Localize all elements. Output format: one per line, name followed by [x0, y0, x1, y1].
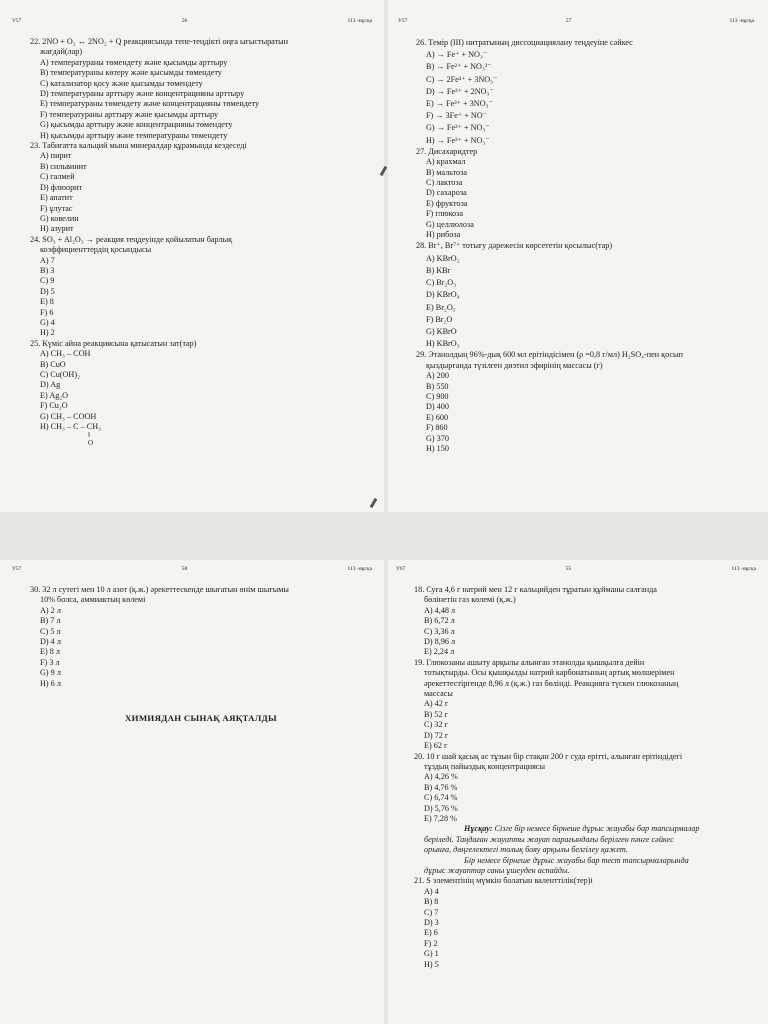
- option: H) 150: [426, 443, 449, 453]
- option: F) глюкоза: [426, 209, 463, 219]
- question-stem: 25. Күміс айна реакциясына қатысатын зат(тар): [30, 338, 197, 348]
- question-23: [30, 141, 372, 235]
- instruction-line: дұрыс жауаптар саны ұшеуден аспайды.: [424, 865, 570, 875]
- option: G) қысымды арттыру және концентрацияны төмендету: [40, 120, 233, 130]
- option: G) 4: [40, 317, 55, 327]
- question-20: [414, 752, 756, 825]
- instruction-text: Сізге бір немесе бірнеше дұрыс жауабы бар тапсырмалар: [494, 824, 700, 834]
- option: G) целлюлоза: [426, 219, 474, 229]
- option: E) 600: [426, 412, 449, 422]
- question-27: [416, 147, 754, 241]
- option: G) 9 л: [40, 668, 61, 678]
- option: D) 400: [426, 402, 449, 412]
- option: H) 5: [424, 959, 439, 969]
- option: A) пирит: [40, 151, 72, 161]
- variant-label: 113 -нұсқа: [347, 18, 372, 24]
- question-28: [416, 240, 754, 350]
- option: D) 5: [40, 286, 55, 296]
- option: E) 7,28 %: [424, 813, 457, 823]
- question-stem-cont: қыздырғанда түзілген диэтил эфирінің массасы (г): [426, 360, 603, 370]
- question-stem-cont: 10% болса, аммиактың көлемі: [40, 595, 146, 605]
- option: B) температураны көтеру және қысымды төмендету: [40, 68, 222, 78]
- option: E) 8: [40, 297, 54, 307]
- option: G) KBrO: [426, 326, 457, 336]
- instruction-title: Нұсқау:: [464, 824, 493, 834]
- option: A) 200: [426, 371, 449, 381]
- question-stem-cont: жағдай(лар): [40, 47, 83, 57]
- option: F) ұлутас: [40, 203, 73, 213]
- option: B) 8: [424, 897, 439, 907]
- option: G) → Fe³⁺ + NO₃⁻: [426, 123, 490, 133]
- option: G) 1: [424, 949, 439, 959]
- option: A) температураны төмендету және қысымды арттыру: [40, 57, 228, 67]
- option: C) 5 л: [40, 626, 61, 636]
- question-21: [414, 876, 756, 970]
- option: F) Br₂O: [426, 314, 453, 324]
- page-number: 57: [565, 18, 572, 24]
- option: C) 900: [426, 391, 449, 401]
- question-stem: 27. Дисахаридтер: [416, 146, 478, 156]
- option: C) 7: [424, 907, 439, 917]
- page-56: [0, 0, 384, 512]
- option: F) → 3Fe⁺ + NO⁻: [426, 111, 488, 121]
- option: D) → Fe²⁺ + 2NO₃⁻: [426, 86, 494, 96]
- question-stem: 24. SO₃ + Al₂O₃ → реакция теңдеуінде қойылатын барлық: [30, 234, 233, 244]
- option: A) 2 л: [40, 605, 61, 615]
- option: A) 7: [40, 255, 55, 265]
- option: F) температураны арттыру және қысымды арттыру: [40, 109, 219, 119]
- option: D) 72 г: [424, 730, 449, 740]
- option: E) апатит: [40, 193, 73, 203]
- option: B) 52 г: [424, 709, 448, 719]
- option: E) 6: [424, 928, 438, 938]
- option: C) 3,36 л: [424, 626, 455, 636]
- option: C) 6,74 %: [424, 793, 458, 803]
- question-24: [30, 235, 372, 339]
- option: B) CuO: [40, 359, 66, 369]
- option: D) флюорит: [40, 182, 83, 192]
- option: F) 860: [426, 423, 448, 433]
- option: H) азурит: [40, 224, 74, 234]
- option: H) 2: [40, 328, 55, 338]
- option: B) 550: [426, 381, 449, 391]
- variant-label: 113 -нұсқа: [731, 566, 756, 572]
- page-55: [388, 560, 768, 1024]
- question-stem-cont: тотықтырды. Осы қышқылды натрий карбонатының артық мөлшерімен: [424, 668, 675, 678]
- option: D) 8,96 л: [424, 637, 456, 647]
- instruction-note: [414, 824, 756, 876]
- page-header: [398, 18, 754, 25]
- test-end-heading: ХИМИЯДАН СЫНАҚ АЯҚТАЛДЫ: [125, 713, 277, 724]
- option: C) → 2Fe³⁺ + 3NO₃⁻: [426, 74, 498, 84]
- page-header: [12, 18, 372, 25]
- option: B) сильвинит: [40, 161, 87, 171]
- question-stem: 21. S элементінің мүмкін болатын валенттілік(тер)і: [414, 876, 593, 886]
- option: B) 3: [40, 265, 55, 275]
- question-18: [414, 585, 756, 658]
- variant-label: 113 -нұсқа: [729, 18, 754, 24]
- question-stem: 26. Темір (III) нитратының диссоциациялану теңдеуіне сәйкес: [416, 38, 633, 47]
- question-26: [416, 37, 754, 147]
- option: F) 2: [424, 938, 438, 948]
- question-stem-cont: бөлінетін газ көлемі (қ.ж.): [424, 595, 516, 605]
- option: B) 4,76 %: [424, 782, 458, 792]
- option: E) 8 л: [40, 647, 61, 657]
- option: H) CH₃ – C – CH₃: [40, 422, 101, 432]
- question-29: [416, 350, 754, 454]
- page-number: 56: [181, 18, 188, 24]
- instruction-line: Бір немесе бірнеше дұрыс жауабы бар тест тапсырмаларында: [464, 855, 689, 865]
- option: D) сахароза: [426, 188, 467, 198]
- instruction-first-line: [464, 824, 756, 834]
- option: G) CH₃ – COOH: [40, 411, 97, 421]
- question-stem: 22. 2NO + O₂ ↔ 2NO₂ + Q реакциясында тепе-теңдікті оңға ығыстыратын: [30, 37, 289, 46]
- option: H) KBrO₃: [426, 339, 460, 349]
- option: B) 7 л: [40, 616, 61, 626]
- question-stem: 19. Глюкозаны ашыту арқылы алынған этанолды қышқылға дейін: [414, 657, 645, 667]
- option: F) Cu₂O: [40, 401, 68, 411]
- option: H) → Fe³⁺ + NO₃⁻: [426, 135, 490, 145]
- question-stem: 28. Br⁺, Br⁷⁺ тотығу дәрежесін көрсететін қосылыс(тар): [416, 241, 613, 251]
- option: E) Br₂O₅: [426, 302, 456, 312]
- header-code: У67: [396, 566, 406, 572]
- question-30: [30, 585, 372, 689]
- option: B) мальтоза: [426, 167, 468, 177]
- question-stem: 18. Суға 4,6 г натрий мен 12 г кальцийден тұратын құйманы салғанда: [414, 585, 657, 594]
- option: D) 3: [424, 918, 439, 927]
- option: E) 62 г: [424, 741, 448, 751]
- option: E) фруктоза: [426, 198, 468, 208]
- option: C) Br₂O₃: [426, 278, 457, 288]
- option: E) Ag₂O: [40, 390, 69, 400]
- question-stem-cont: коэффициенттердің қосындысы: [40, 245, 152, 255]
- question-stem: 29. Этанолдың 96%-дық 600 мл ерітіндісімен (ρ =0,8 г/мл) H₂SO₄-пен қосып: [416, 350, 683, 360]
- question-19: [414, 658, 756, 752]
- option: C) галмей: [40, 172, 75, 182]
- option: G) 370: [426, 433, 449, 443]
- variant-label: 113 -нұсқа: [347, 566, 372, 572]
- option: D) 5,76 %: [424, 803, 458, 813]
- option: B) → Fe²⁺ + NO₃²⁻: [426, 62, 492, 72]
- option: D) KBrO₄: [426, 290, 460, 300]
- page-57: [388, 0, 768, 512]
- carbonyl-bond: ‖: [88, 431, 90, 440]
- option: A) CH₃ – COH: [40, 349, 91, 359]
- option: D) температураны арттыру және концентрацияны арттыру: [40, 89, 245, 99]
- option: E) температураны төмендету және концентрацияны төмендету: [40, 99, 260, 109]
- page-header: [396, 566, 756, 573]
- option: A) → Fe⁺ + NO₃⁻: [426, 50, 488, 60]
- option: H) рибоза: [426, 230, 461, 240]
- page-number: 55: [565, 566, 572, 572]
- question-stem: 20. 10 г шай қасық ас тұзын бір стақан 200 г суда ерітті, алынған ерітіндідегі: [414, 751, 683, 761]
- question-22: [30, 37, 372, 141]
- option: C) 32 г: [424, 720, 448, 730]
- question-25: [30, 339, 372, 448]
- question-stem: 23. Табиғатта кальций мына минералдар құрамында кездеседі: [30, 141, 247, 151]
- instruction-line: беріледі. Таңдаған жауапты жауап парағындағы берілген пәнге сәйкес: [424, 834, 674, 844]
- option: F) 3 л: [40, 657, 60, 667]
- header-code: У57: [12, 566, 22, 572]
- page-header: [12, 566, 372, 573]
- option: A) 4,48 л: [424, 605, 456, 615]
- question-stem-cont: тұздың пайыздық концентрациясы: [424, 761, 546, 771]
- option: C) 9: [40, 276, 55, 286]
- option: A) крахмал: [426, 157, 466, 167]
- page-number: 58: [181, 566, 188, 572]
- option: B) 6,72 л: [424, 616, 455, 626]
- option: E) → Fe³⁺ + 3NO₃⁻: [426, 99, 493, 109]
- option: C) Cu(OH)₂: [40, 370, 80, 379]
- option: C) катализатор қосу және қысымды төмендету: [40, 78, 203, 88]
- option: D) Ag: [40, 380, 61, 390]
- header-code: У57: [398, 18, 408, 24]
- question-stem: 30. 32 л сутегі мен 10 л азот (қ.ж.) әрекеттескенде шығатын өнім шығымы: [30, 585, 289, 594]
- instruction-line: орынға, дөңгелектегі толық бояу арқылы белгілеу қажет.: [424, 845, 628, 855]
- option: E) 2,24 л: [424, 647, 455, 657]
- option: F) 6: [40, 307, 54, 317]
- header-code: У57: [12, 18, 22, 24]
- page-58: [0, 560, 384, 1024]
- option: D) 4 л: [40, 637, 61, 647]
- question-stem-cont: массасы: [424, 689, 453, 699]
- option: A) KBrO₂: [426, 253, 460, 263]
- option: A) 4: [424, 886, 439, 896]
- option: A) 42 г: [424, 699, 449, 709]
- option: G) ковелин: [40, 213, 79, 223]
- option: A) 4,26 %: [424, 772, 458, 782]
- carbonyl-oxygen: O: [88, 439, 94, 448]
- question-stem-cont: әрекеттестіргенде 8,96 л (қ.ж.) газ бөлінді. Реакцияға түскен глюкозаның: [424, 678, 679, 688]
- option: H) 6 л: [40, 678, 61, 688]
- option: C) лактоза: [426, 178, 463, 188]
- option: H) қысымды арттыру және температураны төмендету: [40, 130, 228, 140]
- option: B) KBr: [426, 265, 451, 275]
